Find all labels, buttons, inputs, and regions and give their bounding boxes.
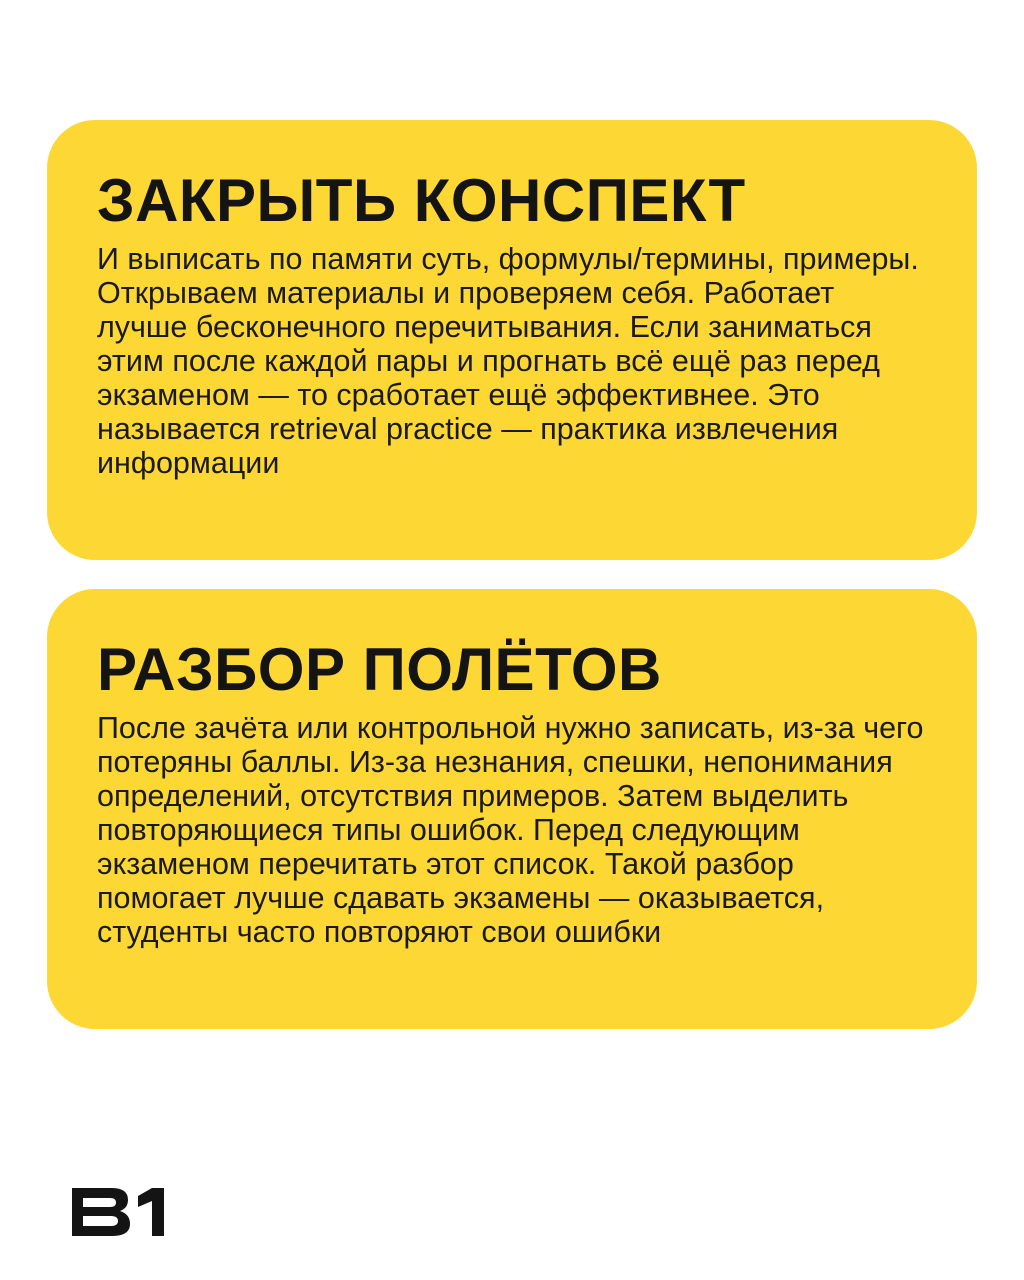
- b1-logo-icon: [72, 1180, 172, 1240]
- card-body-text: И выписать по памяти суть, формулы/термины, примеры. Открываем материалы и проверяем себя. Работает лучше бесконечного перечитывания. Если заниматься этим после каждой пары и прогнать всё ещё раз перед экзаменом — то сработает ещё эффективнее. Это называется retrieval practice — практика извлечения информации: [97, 242, 919, 480]
- tip-card-error-review: [47, 589, 977, 1029]
- card-body-text: После зачёта или контрольной нужно записать, из-за чего потеряны баллы. Из-за незнания, спешки, непонимания определений, отсутствия примеров. Затем выделить повторяющиеся типы ошибок. Перед следующим экзаменом перечитать этот список. Такой разбор помогает лучше сдавать экзамены — оказывается, студенты часто повторяют свои ошибки: [97, 711, 924, 949]
- tip-card-close-notes: [47, 120, 977, 560]
- card-title: ЗАКРЫТЬ КОНСПЕКТ: [97, 167, 746, 234]
- card-title: РАЗБОР ПОЛЁТОВ: [97, 636, 662, 703]
